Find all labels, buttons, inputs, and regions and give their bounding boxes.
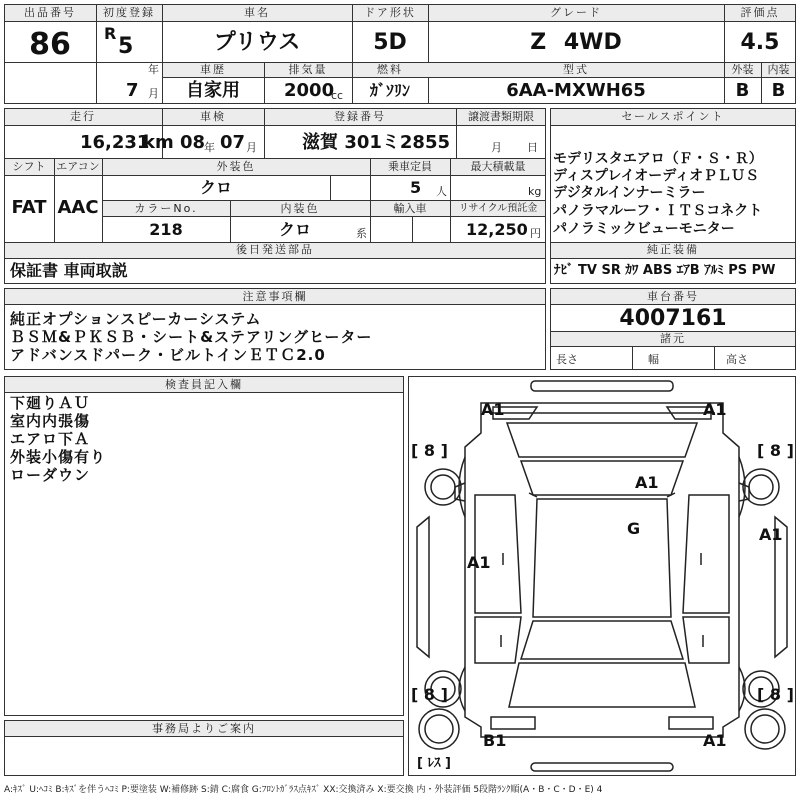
- plate-value: 滋賀 301ミ2855: [302, 132, 450, 153]
- recycle-unit: 円: [530, 227, 541, 240]
- transfer-month-unit: 月: [491, 141, 502, 154]
- model-label: 型式: [563, 63, 589, 76]
- sales-point-line: ディスプレイオーディオＰＬＵＳ: [553, 168, 760, 184]
- recycle-label: リサイクル預託金: [458, 203, 538, 214]
- month-unit: 月: [148, 87, 159, 100]
- inspection-month: 07: [220, 132, 246, 153]
- sales-points-label: セールスポイント: [621, 110, 725, 123]
- interior-label: 内装: [767, 63, 790, 76]
- grade-label: グレード: [550, 6, 602, 19]
- history-label: 車歴: [200, 63, 226, 76]
- length-label: 長さ: [556, 353, 578, 366]
- lot-number-label: 出品番号: [24, 6, 76, 19]
- hood: [507, 423, 697, 457]
- chassis-value: 4007161: [619, 306, 727, 331]
- mark-front-right: A1: [703, 400, 727, 419]
- mark-rear-left: B1: [483, 731, 507, 750]
- color-number-label: カラーNo.: [134, 202, 198, 215]
- mark-roof: A1: [635, 473, 659, 492]
- legend-text: A:ｷｽﾞ U:ﾍｺﾐ B:ｷｽﾞを伴うﾍｺﾐ P:要塗装 W:補修跡 S:錆 C:腐食 G:ﾌﾛﾝﾄｶﾞﾗｽ点ｷｽﾞ XX:交換済み X:要交換 内・外装評価 5段階ﾗﾝｸ順(A・B・C・D・E) 4: [4, 785, 603, 795]
- rear-bumper: [531, 763, 673, 771]
- month-value: 7: [126, 80, 139, 101]
- windshield: [521, 461, 683, 495]
- inspector-line: ローダウン: [10, 466, 91, 484]
- displacement-label: 排気量: [288, 63, 328, 76]
- inspector-line: 外装小傷有り: [10, 448, 107, 466]
- right-rear-door: [683, 617, 729, 663]
- door-label: ドア形状: [364, 6, 416, 19]
- inspection-label: 車検: [200, 110, 226, 123]
- mark-spare: [ ﾚｽ ]: [417, 756, 451, 771]
- inspector-label: 検査員記入欄: [165, 378, 243, 391]
- sales-point-line: パノラマルーフ・ＩＴＳコネクト: [553, 203, 763, 219]
- capacity-unit: 人: [436, 185, 447, 198]
- office-label: 事務局よりご案内: [152, 722, 256, 735]
- interior-color-value: クロ: [278, 220, 311, 239]
- mark-side-right: A1: [759, 525, 783, 544]
- later-parts-label: 後日発送部品: [236, 243, 314, 256]
- width-label: 幅: [648, 353, 659, 366]
- chassis-label: 車台番号: [647, 290, 699, 303]
- load-unit: kg: [528, 185, 542, 198]
- left-rear-door: [475, 617, 521, 663]
- year-unit: 年: [148, 63, 159, 76]
- year-value: 5: [118, 34, 134, 59]
- height-label: 高さ: [726, 353, 748, 366]
- exterior-color-value: クロ: [199, 178, 232, 197]
- fuel-label: 燃料: [377, 63, 403, 76]
- car-name-label: 車名: [244, 6, 270, 19]
- exterior-value: B: [735, 80, 750, 101]
- history-value: 自家用: [186, 80, 240, 101]
- lot-number-value: 86: [29, 27, 71, 62]
- score-value: 4.5: [740, 30, 780, 55]
- interior-value: B: [771, 80, 786, 101]
- color-number-value: 218: [149, 220, 183, 239]
- capacity-label: 乗車定員: [388, 160, 432, 173]
- later-parts-value: 保証書 車両取説: [10, 261, 128, 280]
- sales-point-line: モデリスタエアロ（Ｆ・Ｓ・Ｒ）: [553, 151, 763, 167]
- genuine-equipment-label: 純正装備: [647, 243, 699, 256]
- sales-point-line: デジタルインナーミラー: [553, 185, 706, 201]
- notes-line: アドバンスドパーク・ビルトインＥＴＣ2.0: [10, 346, 326, 364]
- mark-glass: G: [627, 519, 641, 538]
- roof: [533, 499, 671, 617]
- notes-label: 注意事項欄: [242, 290, 308, 303]
- notes-line: ＢＳＭ&ＰＫＳＢ・シート&ステアリングヒーター: [10, 328, 373, 346]
- trunk: [509, 663, 695, 707]
- exterior-label: 外装: [731, 63, 754, 76]
- mark-tire-rear-right: [ 8 ]: [757, 685, 794, 704]
- displacement-unit: cc: [331, 89, 344, 102]
- car-name-value: プリウス: [213, 30, 301, 55]
- dims-label: 諸元: [660, 332, 686, 345]
- capacity-value: 5: [410, 178, 422, 197]
- fuel-value: ｶﾞｿﾘﾝ: [369, 81, 410, 100]
- mark-rear-right: A1: [703, 731, 727, 750]
- body-outline: [465, 400, 739, 737]
- damage-diagram: [408, 376, 796, 776]
- mileage-unit: km: [143, 132, 174, 153]
- transfer-label: 譲渡書類期限: [468, 110, 534, 123]
- shift-label: シフト: [12, 160, 46, 173]
- aircon-label: エアコン: [56, 160, 100, 173]
- displacement-value: 2000: [284, 80, 335, 101]
- load-label: 最大積載量: [470, 160, 526, 173]
- first-registration-label: 初度登録: [103, 6, 155, 19]
- mileage-label: 走行: [70, 110, 96, 123]
- door-value: 5D: [373, 30, 407, 55]
- inspection-month-unit: 月: [246, 141, 257, 154]
- exterior-color-label: 外装色: [216, 160, 256, 173]
- plate-label: 登録番号: [334, 110, 386, 123]
- grade-value: Z 4WD: [530, 30, 622, 55]
- mark-tire-front-left: [ 8 ]: [411, 441, 448, 460]
- inspector-line: 下廻りＡＵ: [10, 394, 91, 412]
- car-diagram-svg: [409, 377, 795, 775]
- rear-window: [521, 621, 683, 659]
- inspection-year-unit: 年: [204, 141, 215, 154]
- inspector-line: エアロ下Ａ: [10, 430, 91, 448]
- mark-front-left: A1: [481, 400, 505, 419]
- right-taillight: [669, 717, 713, 729]
- genuine-equipment-value: ﾅﾋﾞ TV SR ｶﾜ ABS ｴｱB ｱﾙﾐ PS PW: [554, 263, 776, 278]
- left-side-panel: [417, 517, 429, 657]
- mark-side-left: A1: [467, 553, 491, 572]
- inspection-year: 08: [180, 132, 206, 153]
- score-label: 評価点: [740, 6, 780, 19]
- inspector-line: 室内内張傷: [10, 412, 91, 430]
- sales-point-line: パノラミックビューモニター: [553, 221, 735, 237]
- right-front-door: [683, 495, 729, 613]
- transfer-day-unit: 日: [527, 141, 538, 154]
- mark-tire-rear-left: [ 8 ]: [411, 685, 448, 704]
- front-bumper: [531, 381, 673, 391]
- left-taillight: [491, 717, 535, 729]
- era-value: R: [104, 24, 117, 43]
- interior-color-label: 内装色: [280, 202, 320, 215]
- interior-color-unit: 系: [356, 227, 367, 240]
- import-label: 輸入車: [393, 202, 427, 215]
- mileage-value: 16,231: [80, 132, 150, 153]
- notes-line: 純正オプションスピーカーシステム: [10, 310, 262, 328]
- mark-tire-front-right: [ 8 ]: [757, 441, 794, 460]
- aircon-value: AAC: [57, 197, 99, 218]
- model-value: 6AA-MXWH65: [506, 80, 646, 101]
- recycle-value: 12,250: [466, 220, 528, 239]
- shift-value: FAT: [11, 197, 47, 218]
